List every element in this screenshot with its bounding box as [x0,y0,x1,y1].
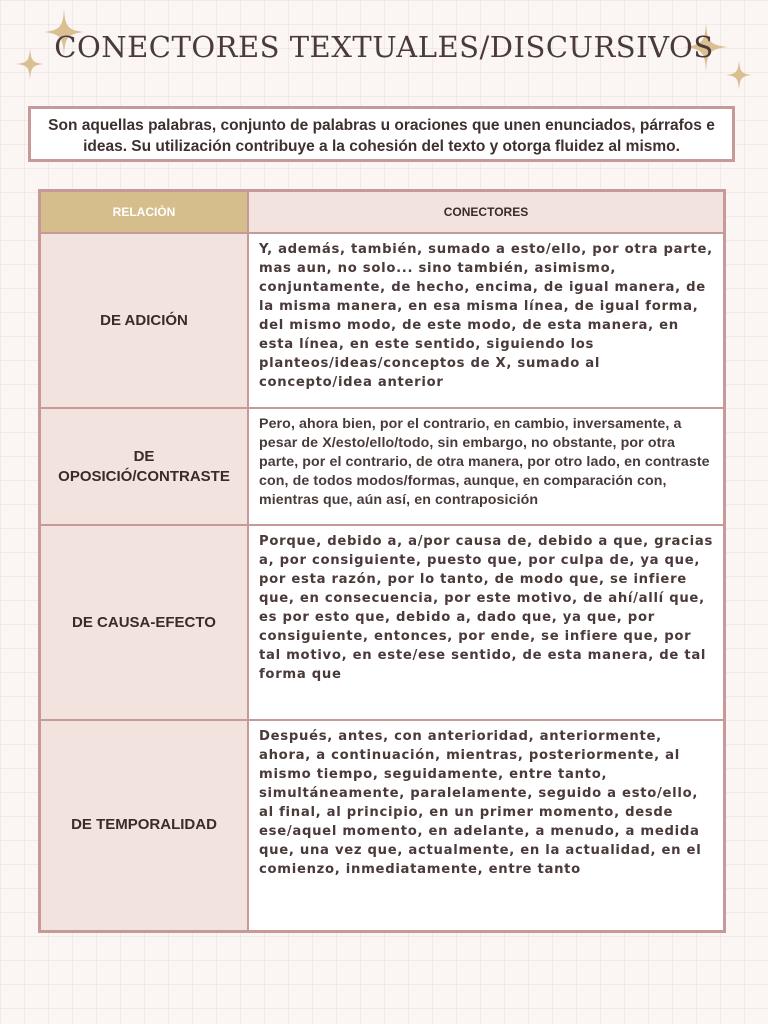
intro-definition: Son aquellas palabras, conjunto de palabras u oraciones que unen enunciados, párrafos e ideas. Su utilización contribuye a la cohesión del texto y otorga fluidez al mismo. [28,106,735,162]
table-row [40,720,725,931]
page-title: CONECTORES TEXTUALES/DISCURSIVOS [54,30,714,64]
relation-cell: DE ADICIÓN [40,233,249,408]
table-row [40,525,725,720]
table-row [40,233,725,408]
header-connectors: CONECTORES [248,191,725,234]
sparkle-icon [726,60,752,90]
connectors-cell: Después, antes, con anterioridad, anteriormente, ahora, a continuación, mientras, posteriormente, al mismo tiempo, seguidamente, entre tanto, simultáneamente, paralelamente, seguido a esto/ello, al final, al principio, en un primer momento, desde ese/aquel momento, en adelante, a menudo, a medida que, una vez que, actualmente, en la actualidad, en el comienzo, inmediatamente, entre tanto [248,720,725,931]
connectors-table [38,189,726,933]
table-header-row [40,191,725,234]
relation-cell: DE TEMPORALIDAD [40,720,249,931]
connectors-cell: Y, además, también, sumado a esto/ello, por otra parte, mas aun, no solo... sino también, asimismo, conjuntamente, de hecho, encima, de igual manera, de la misma manera, en esa misma línea, de igual forma, del mismo modo, de este modo, de esta manera, en esta línea, en este sentido, siguiendo los planteos/ideas/conceptos de X, sumado al concepto/idea anterior [248,233,725,408]
header-relation: RELACIÒN [40,191,249,234]
connectors-cell: Porque, debido a, a/por causa de, debido a que, gracias a, por consiguiente, puesto que, por culpa de, ya que, por esta razón, por lo tanto, de modo que, se infiere que, en consecuencia, por este motivo, de ahí/allí que, es por esto que, debido a, dado que, ya que, por consiguiente, entonces, por ende, se infiere que, por tal motivo, en este/ese sentido, de esta manera, de tal forma que [248,525,725,720]
relation-cell: DE CAUSA-EFECTO [40,525,249,720]
table-row [40,408,725,525]
relation-cell: DE OPOSICIÓ/CONTRASTE [40,408,249,525]
connectors-cell: Pero, ahora bien, por el contrario, en cambio, inversamente, a pesar de X/esto/ello/todo, sin embargo, no obstante, por otra parte, por el contrario, de otra manera, por otro lado, en contraste con, de todos modos/formas, aunque, en comparación con, mientras que, aún así, en contraposición [248,408,725,525]
